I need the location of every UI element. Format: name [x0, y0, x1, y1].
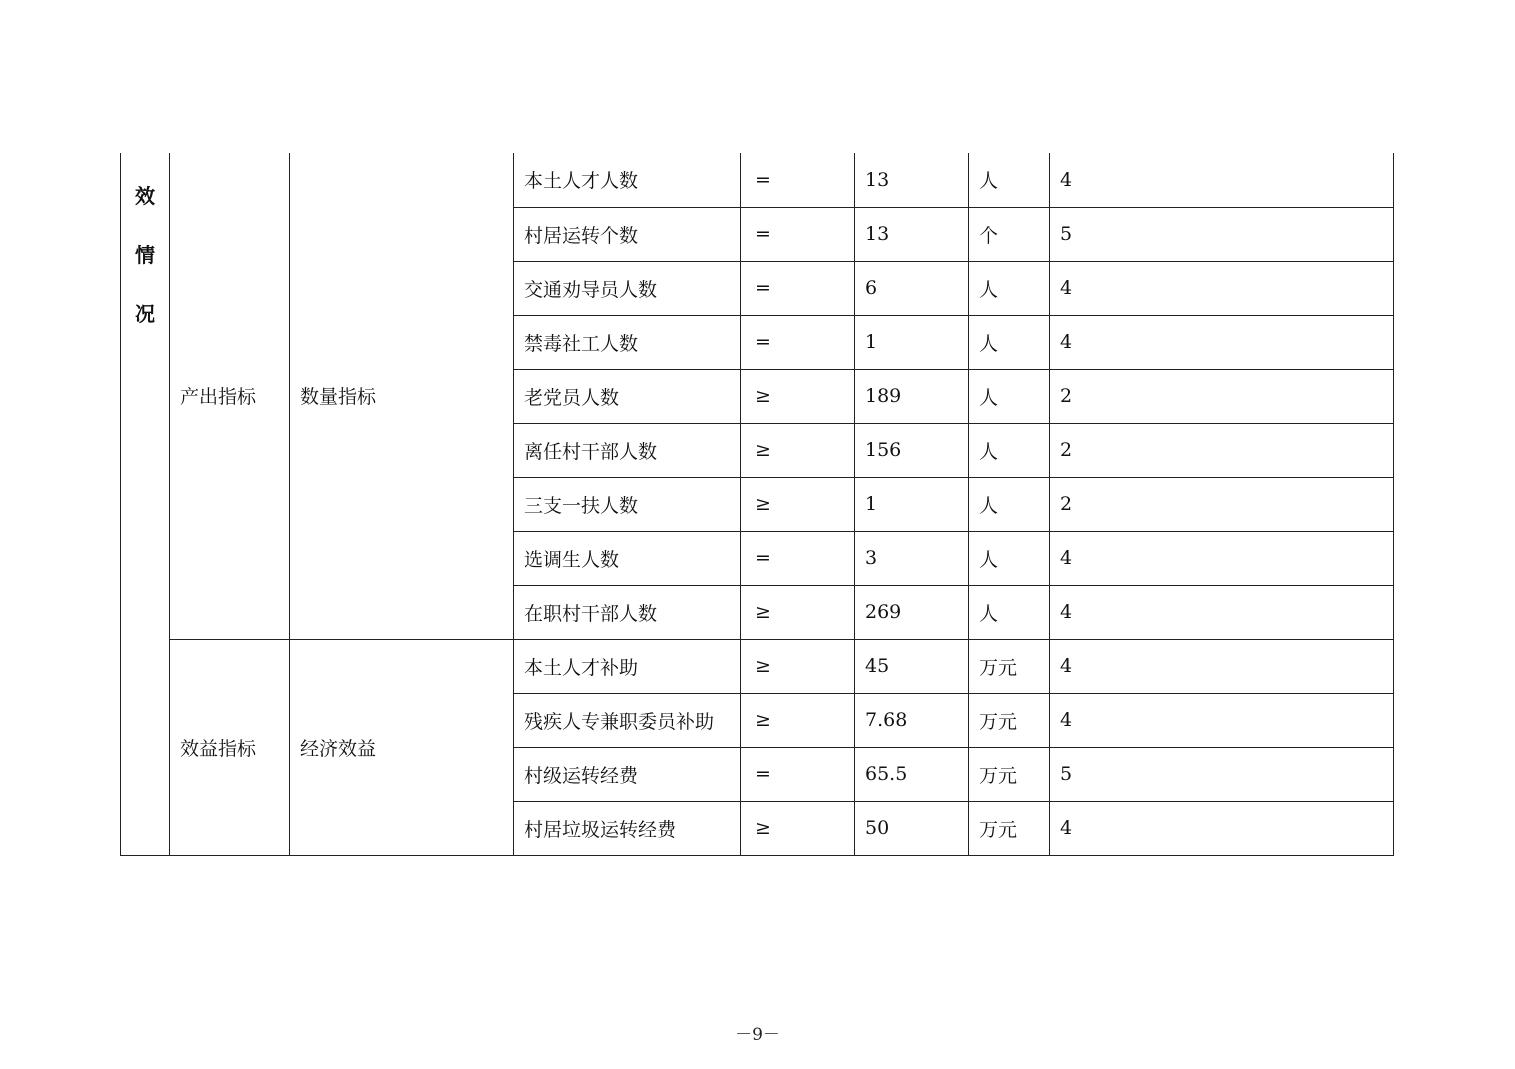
unit-cell: 人 — [969, 261, 1050, 315]
target-value-cell: 156 — [855, 423, 969, 477]
level2-indicator-cell: 经济效益 — [290, 639, 514, 855]
indicator-cell: 三支一扶人数 — [514, 477, 741, 531]
score-cell: 4 — [1050, 315, 1394, 369]
relation-cell: = — [741, 153, 855, 207]
score-cell: 4 — [1050, 153, 1394, 207]
score-cell: 2 — [1050, 369, 1394, 423]
unit-cell: 人 — [969, 369, 1050, 423]
level1-indicator-cell: 效益指标 — [170, 639, 290, 855]
indicator-cell: 残疾人专兼职委员补助 — [514, 693, 741, 747]
indicator-cell: 本土人才人数 — [514, 153, 741, 207]
relation-cell: = — [741, 747, 855, 801]
score-cell: 4 — [1050, 261, 1394, 315]
indicator-cell: 村居垃圾运转经费 — [514, 801, 741, 855]
target-value-cell: 269 — [855, 585, 969, 639]
score-cell: 2 — [1050, 423, 1394, 477]
relation-cell: ≥ — [741, 801, 855, 855]
score-cell: 4 — [1050, 801, 1394, 855]
relation-cell: ≥ — [741, 369, 855, 423]
indicator-cell: 村级运转经费 — [514, 747, 741, 801]
relation-cell: = — [741, 531, 855, 585]
performance-indicator-table — [120, 153, 1394, 856]
score-cell: 4 — [1050, 531, 1394, 585]
section-label-char: 效 — [135, 184, 155, 208]
unit-cell: 万元 — [969, 693, 1050, 747]
level2-indicator-cell: 数量指标 — [290, 153, 514, 639]
score-cell: 4 — [1050, 585, 1394, 639]
relation-cell: ≥ — [741, 423, 855, 477]
target-value-cell: 45 — [855, 639, 969, 693]
target-value-cell: 189 — [855, 369, 969, 423]
target-value-cell: 65.5 — [855, 747, 969, 801]
target-value-cell: 13 — [855, 153, 969, 207]
unit-cell: 万元 — [969, 801, 1050, 855]
indicator-cell: 在职村干部人数 — [514, 585, 741, 639]
unit-cell: 人 — [969, 153, 1050, 207]
level1-indicator-cell: 产出指标 — [170, 153, 290, 639]
table-row — [121, 153, 1394, 207]
table-row — [121, 639, 1394, 693]
target-value-cell: 6 — [855, 261, 969, 315]
target-value-cell: 3 — [855, 531, 969, 585]
unit-cell: 个 — [969, 207, 1050, 261]
target-value-cell: 1 — [855, 477, 969, 531]
section-label-char: 情 — [135, 243, 155, 267]
indicator-cell: 选调生人数 — [514, 531, 741, 585]
indicator-cell: 交通劝导员人数 — [514, 261, 741, 315]
unit-cell: 人 — [969, 315, 1050, 369]
unit-cell: 人 — [969, 531, 1050, 585]
unit-cell: 万元 — [969, 639, 1050, 693]
score-cell: 5 — [1050, 207, 1394, 261]
relation-cell: ≥ — [741, 693, 855, 747]
target-value-cell: 50 — [855, 801, 969, 855]
score-cell: 5 — [1050, 747, 1394, 801]
indicator-cell: 禁毒社工人数 — [514, 315, 741, 369]
score-cell: 4 — [1050, 639, 1394, 693]
target-value-cell: 1 — [855, 315, 969, 369]
score-cell: 2 — [1050, 477, 1394, 531]
section-label-char: 况 — [135, 302, 155, 326]
unit-cell: 万元 — [969, 747, 1050, 801]
section-label-cell — [121, 153, 170, 855]
page-number: －9－ — [735, 1025, 780, 1045]
target-value-cell: 13 — [855, 207, 969, 261]
target-value-cell: 7.68 — [855, 693, 969, 747]
score-cell: 4 — [1050, 693, 1394, 747]
indicator-cell: 本土人才补助 — [514, 639, 741, 693]
indicator-cell: 老党员人数 — [514, 369, 741, 423]
unit-cell: 人 — [969, 477, 1050, 531]
table-body — [121, 153, 1394, 855]
relation-cell: = — [741, 315, 855, 369]
unit-cell: 人 — [969, 423, 1050, 477]
indicator-cell: 村居运转个数 — [514, 207, 741, 261]
relation-cell: ≥ — [741, 477, 855, 531]
indicator-cell: 离任村干部人数 — [514, 423, 741, 477]
relation-cell: = — [741, 261, 855, 315]
relation-cell: ≥ — [741, 639, 855, 693]
unit-cell: 人 — [969, 585, 1050, 639]
relation-cell: = — [741, 207, 855, 261]
relation-cell: ≥ — [741, 585, 855, 639]
